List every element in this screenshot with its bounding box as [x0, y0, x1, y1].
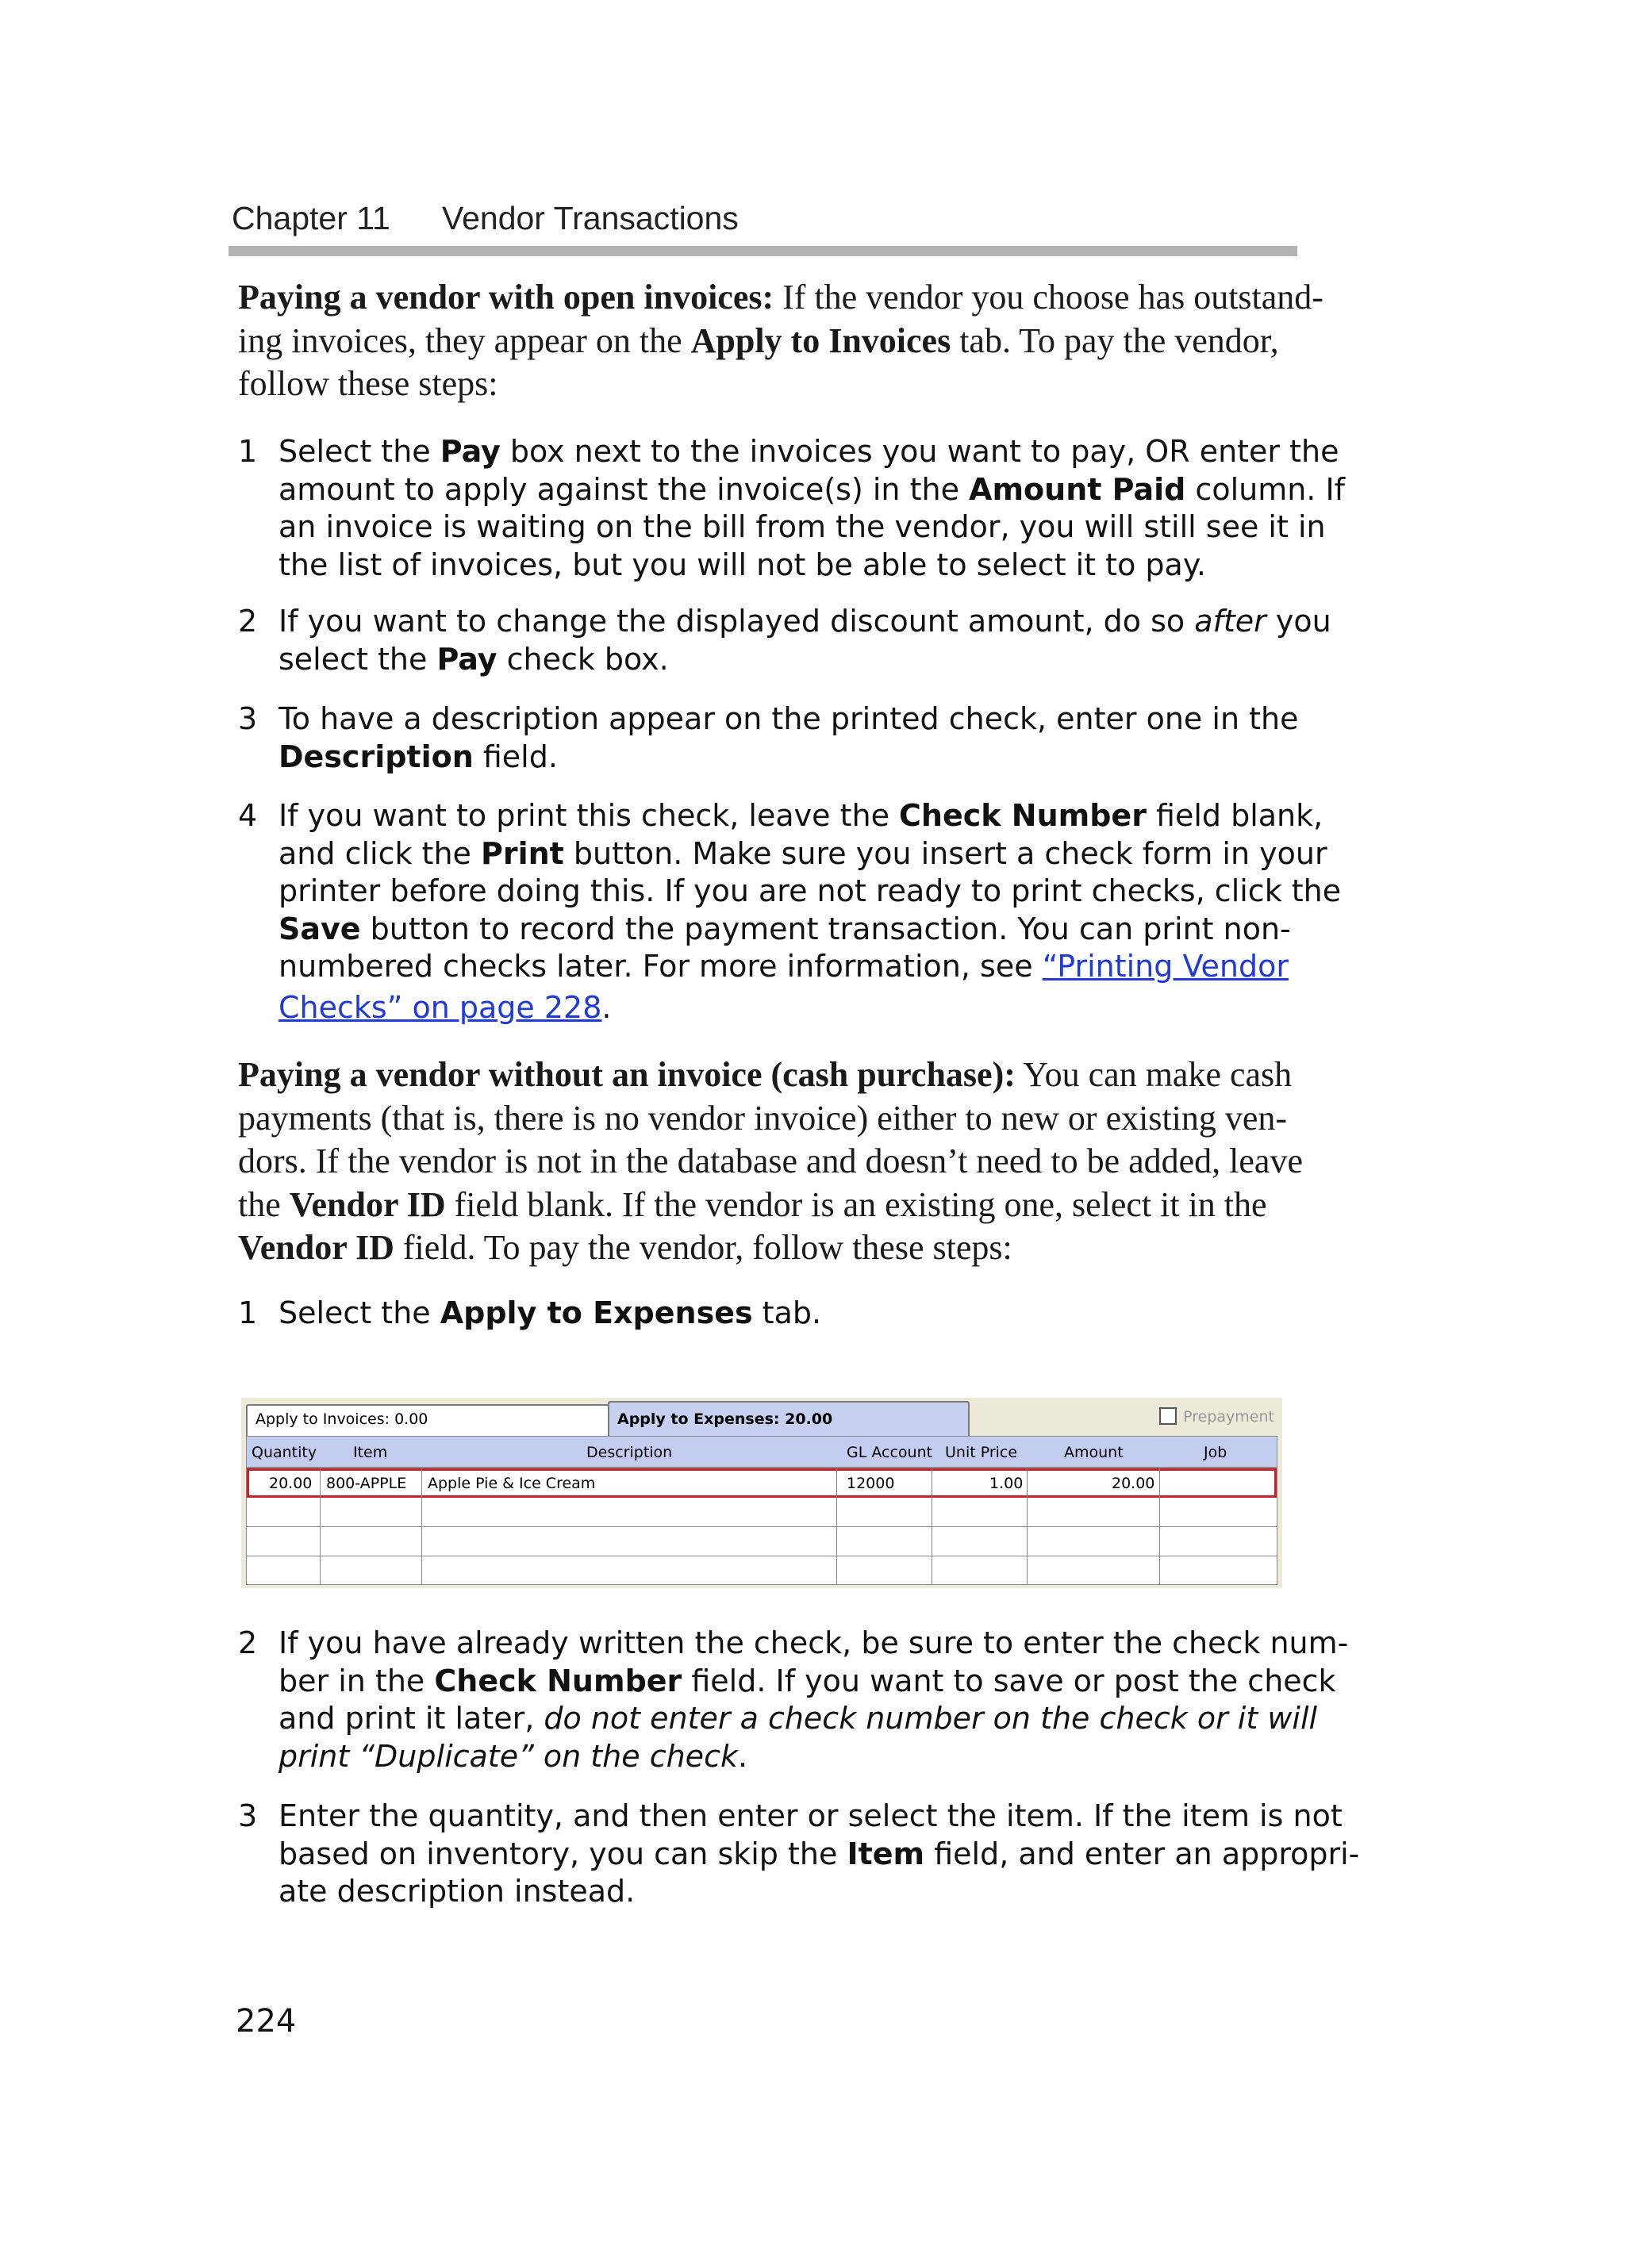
bold-term: Print — [481, 835, 564, 871]
text: tab. — [752, 1295, 822, 1330]
column-header-item: Item — [353, 1444, 388, 1461]
text: and print it later, — [279, 1701, 544, 1736]
italic-term: do not enter a check number on the check or it will — [544, 1701, 1318, 1736]
grid-header — [246, 1436, 1277, 1468]
cell-unit-price[interactable]: 1.00 — [989, 1475, 1024, 1492]
text: and click the — [279, 835, 481, 871]
prepayment-label: Prepayment — [1183, 1408, 1274, 1426]
run-in-heading: Paying a vendor with open invoices: — [238, 278, 774, 317]
step-number: 4 — [238, 798, 258, 833]
text: amount to apply against the invoice(s) in the — [279, 471, 970, 507]
text: Enter the quantity, and then enter or select the item. If the item is not — [279, 1798, 1343, 1833]
table-row[interactable] — [247, 1527, 1277, 1556]
run-in-heading: Paying a vendor without an invoice (cash purchase): — [238, 1055, 1016, 1094]
text: field. If you want to save or post the check — [682, 1663, 1336, 1698]
column-header-quantity: Quantity — [252, 1444, 317, 1461]
text: button. Make sure you insert a check form in your — [563, 835, 1327, 871]
text: ber in the — [279, 1663, 435, 1698]
text: If you want to print this check, leave the — [279, 798, 900, 833]
bold-term: Pay — [436, 641, 497, 677]
chapter-label: Chapter 11 — [232, 200, 390, 236]
step-text — [279, 700, 1302, 776]
text: field blank. If the vendor is an existing one, select it in the — [445, 1184, 1267, 1224]
tab-apply-to-expenses[interactable]: Apply to Expenses: 20.00 — [608, 1401, 970, 1436]
text: column. If — [1185, 471, 1346, 507]
intro-paragraph-cash-purchase — [238, 1053, 1303, 1270]
step-number: 3 — [238, 701, 258, 736]
text: based on inventory, you can skip the — [279, 1836, 847, 1871]
text: select the — [279, 641, 437, 677]
cell-description[interactable]: Apple Pie & Ice Cream — [428, 1475, 596, 1492]
text: an invoice is waiting on the bill from the vendor, you will still see it in — [279, 509, 1326, 544]
text: . — [601, 989, 612, 1025]
bold-term: Item — [847, 1836, 925, 1871]
text: ate description instead. — [279, 1874, 636, 1909]
bold-term: Vendor ID — [238, 1228, 394, 1267]
step-text — [279, 1798, 1360, 1911]
text: printer before doing this. If you are not ready to print checks, click the — [279, 873, 1342, 908]
column-header-job: Job — [1204, 1444, 1227, 1461]
bold-term: Save — [279, 911, 361, 946]
header-rule — [229, 246, 1297, 256]
cell-gl-account[interactable]: 12000 — [847, 1475, 895, 1492]
cell-quantity[interactable]: 20.00 — [269, 1475, 313, 1492]
text: If the vendor you choose has outstand- — [774, 278, 1323, 317]
text: ing invoices, they appear on the — [238, 320, 691, 360]
step-text — [279, 797, 1342, 1027]
step-number: 1 — [238, 1295, 258, 1330]
text: If you have already written the check, be sure to enter the check num- — [279, 1625, 1349, 1660]
text: button to record the payment transaction. You can print non- — [360, 911, 1291, 946]
step-number: 2 — [238, 604, 258, 639]
text: field blank, — [1146, 798, 1323, 833]
text: . — [737, 1738, 748, 1774]
text: field. — [473, 739, 558, 774]
step-number: 3 — [238, 1798, 258, 1833]
step-text — [279, 433, 1346, 584]
step-text — [279, 603, 1331, 678]
text: To have a description appear on the printed check, enter one in the — [279, 701, 1299, 736]
column-divider — [320, 1468, 321, 1584]
bold-term: Pay — [440, 434, 501, 469]
step-number: 1 — [238, 434, 258, 469]
text: payments (that is, there is no vendor invoice) either to new or existing ven- — [238, 1098, 1288, 1138]
page-number: 224 — [236, 2003, 297, 2040]
chapter-title: Vendor Transactions — [442, 200, 739, 236]
cell-amount[interactable]: 20.00 — [1112, 1475, 1155, 1492]
bold-term: Vendor ID — [289, 1184, 446, 1224]
text: you — [1266, 604, 1331, 639]
text: field. To pay the vendor, follow these steps: — [394, 1228, 1012, 1267]
italic-term: print “Duplicate” on the check — [279, 1738, 738, 1774]
bold-term: Check Number — [434, 1663, 682, 1698]
column-header-amount: Amount — [1064, 1444, 1124, 1461]
cross-reference-link[interactable]: “Printing Vendor — [1042, 949, 1289, 984]
column-divider — [1027, 1468, 1028, 1584]
bold-term: Description — [279, 739, 474, 774]
column-divider — [836, 1468, 837, 1584]
column-header-gl-account: GL Account — [847, 1444, 933, 1461]
apply-to-expenses-screenshot — [241, 1398, 1282, 1588]
running-head — [232, 200, 739, 237]
text: You can make cash — [1015, 1055, 1293, 1094]
table-row[interactable] — [247, 1498, 1277, 1527]
cross-reference-link[interactable]: Checks” on page 228 — [279, 989, 602, 1025]
text: box next to the invoices you want to pay, OR enter the — [500, 434, 1339, 469]
text: If you want to change the displayed discount amount, do so — [279, 604, 1195, 639]
table-row[interactable] — [247, 1468, 1277, 1498]
expense-grid — [246, 1468, 1277, 1585]
text: tab. To pay the vendor, — [951, 320, 1279, 360]
text: the — [238, 1184, 290, 1224]
step-text — [279, 1625, 1349, 1775]
text: check box. — [497, 641, 669, 677]
column-divider — [1159, 1468, 1160, 1584]
table-row[interactable] — [247, 1556, 1277, 1586]
cell-item[interactable]: 800-APPLE — [326, 1475, 407, 1492]
tab-apply-to-invoices[interactable]: Apply to Invoices: 0.00 — [246, 1404, 609, 1436]
italic-term: after — [1194, 604, 1266, 639]
column-header-description: Description — [586, 1444, 673, 1461]
step-number: 2 — [238, 1625, 258, 1660]
bold-term: Check Number — [899, 798, 1147, 833]
column-divider — [421, 1468, 422, 1584]
text: numbered checks later. For more information, see — [279, 949, 1043, 984]
text: field, and enter an appropri- — [924, 1836, 1360, 1871]
text: Select the — [279, 434, 440, 469]
intro-paragraph-open-invoices — [238, 276, 1323, 406]
text: Select the — [279, 1295, 440, 1330]
text: follow these steps: — [238, 364, 498, 403]
text: the list of invoices, but you will not be able to select it to pay. — [279, 547, 1206, 582]
bold-term: Amount Paid — [969, 471, 1186, 507]
checkbox-icon — [1159, 1407, 1177, 1425]
step-text — [279, 1295, 1302, 1333]
column-header-unit-price: Unit Price — [945, 1444, 1018, 1461]
bold-term: Apply to Invoices — [690, 320, 951, 360]
prepayment-checkbox[interactable] — [1159, 1407, 1274, 1426]
bold-term: Apply to Expenses — [440, 1295, 753, 1330]
text: dors. If the vendor is not in the database and doesn’t need to be added, leave — [238, 1142, 1303, 1180]
